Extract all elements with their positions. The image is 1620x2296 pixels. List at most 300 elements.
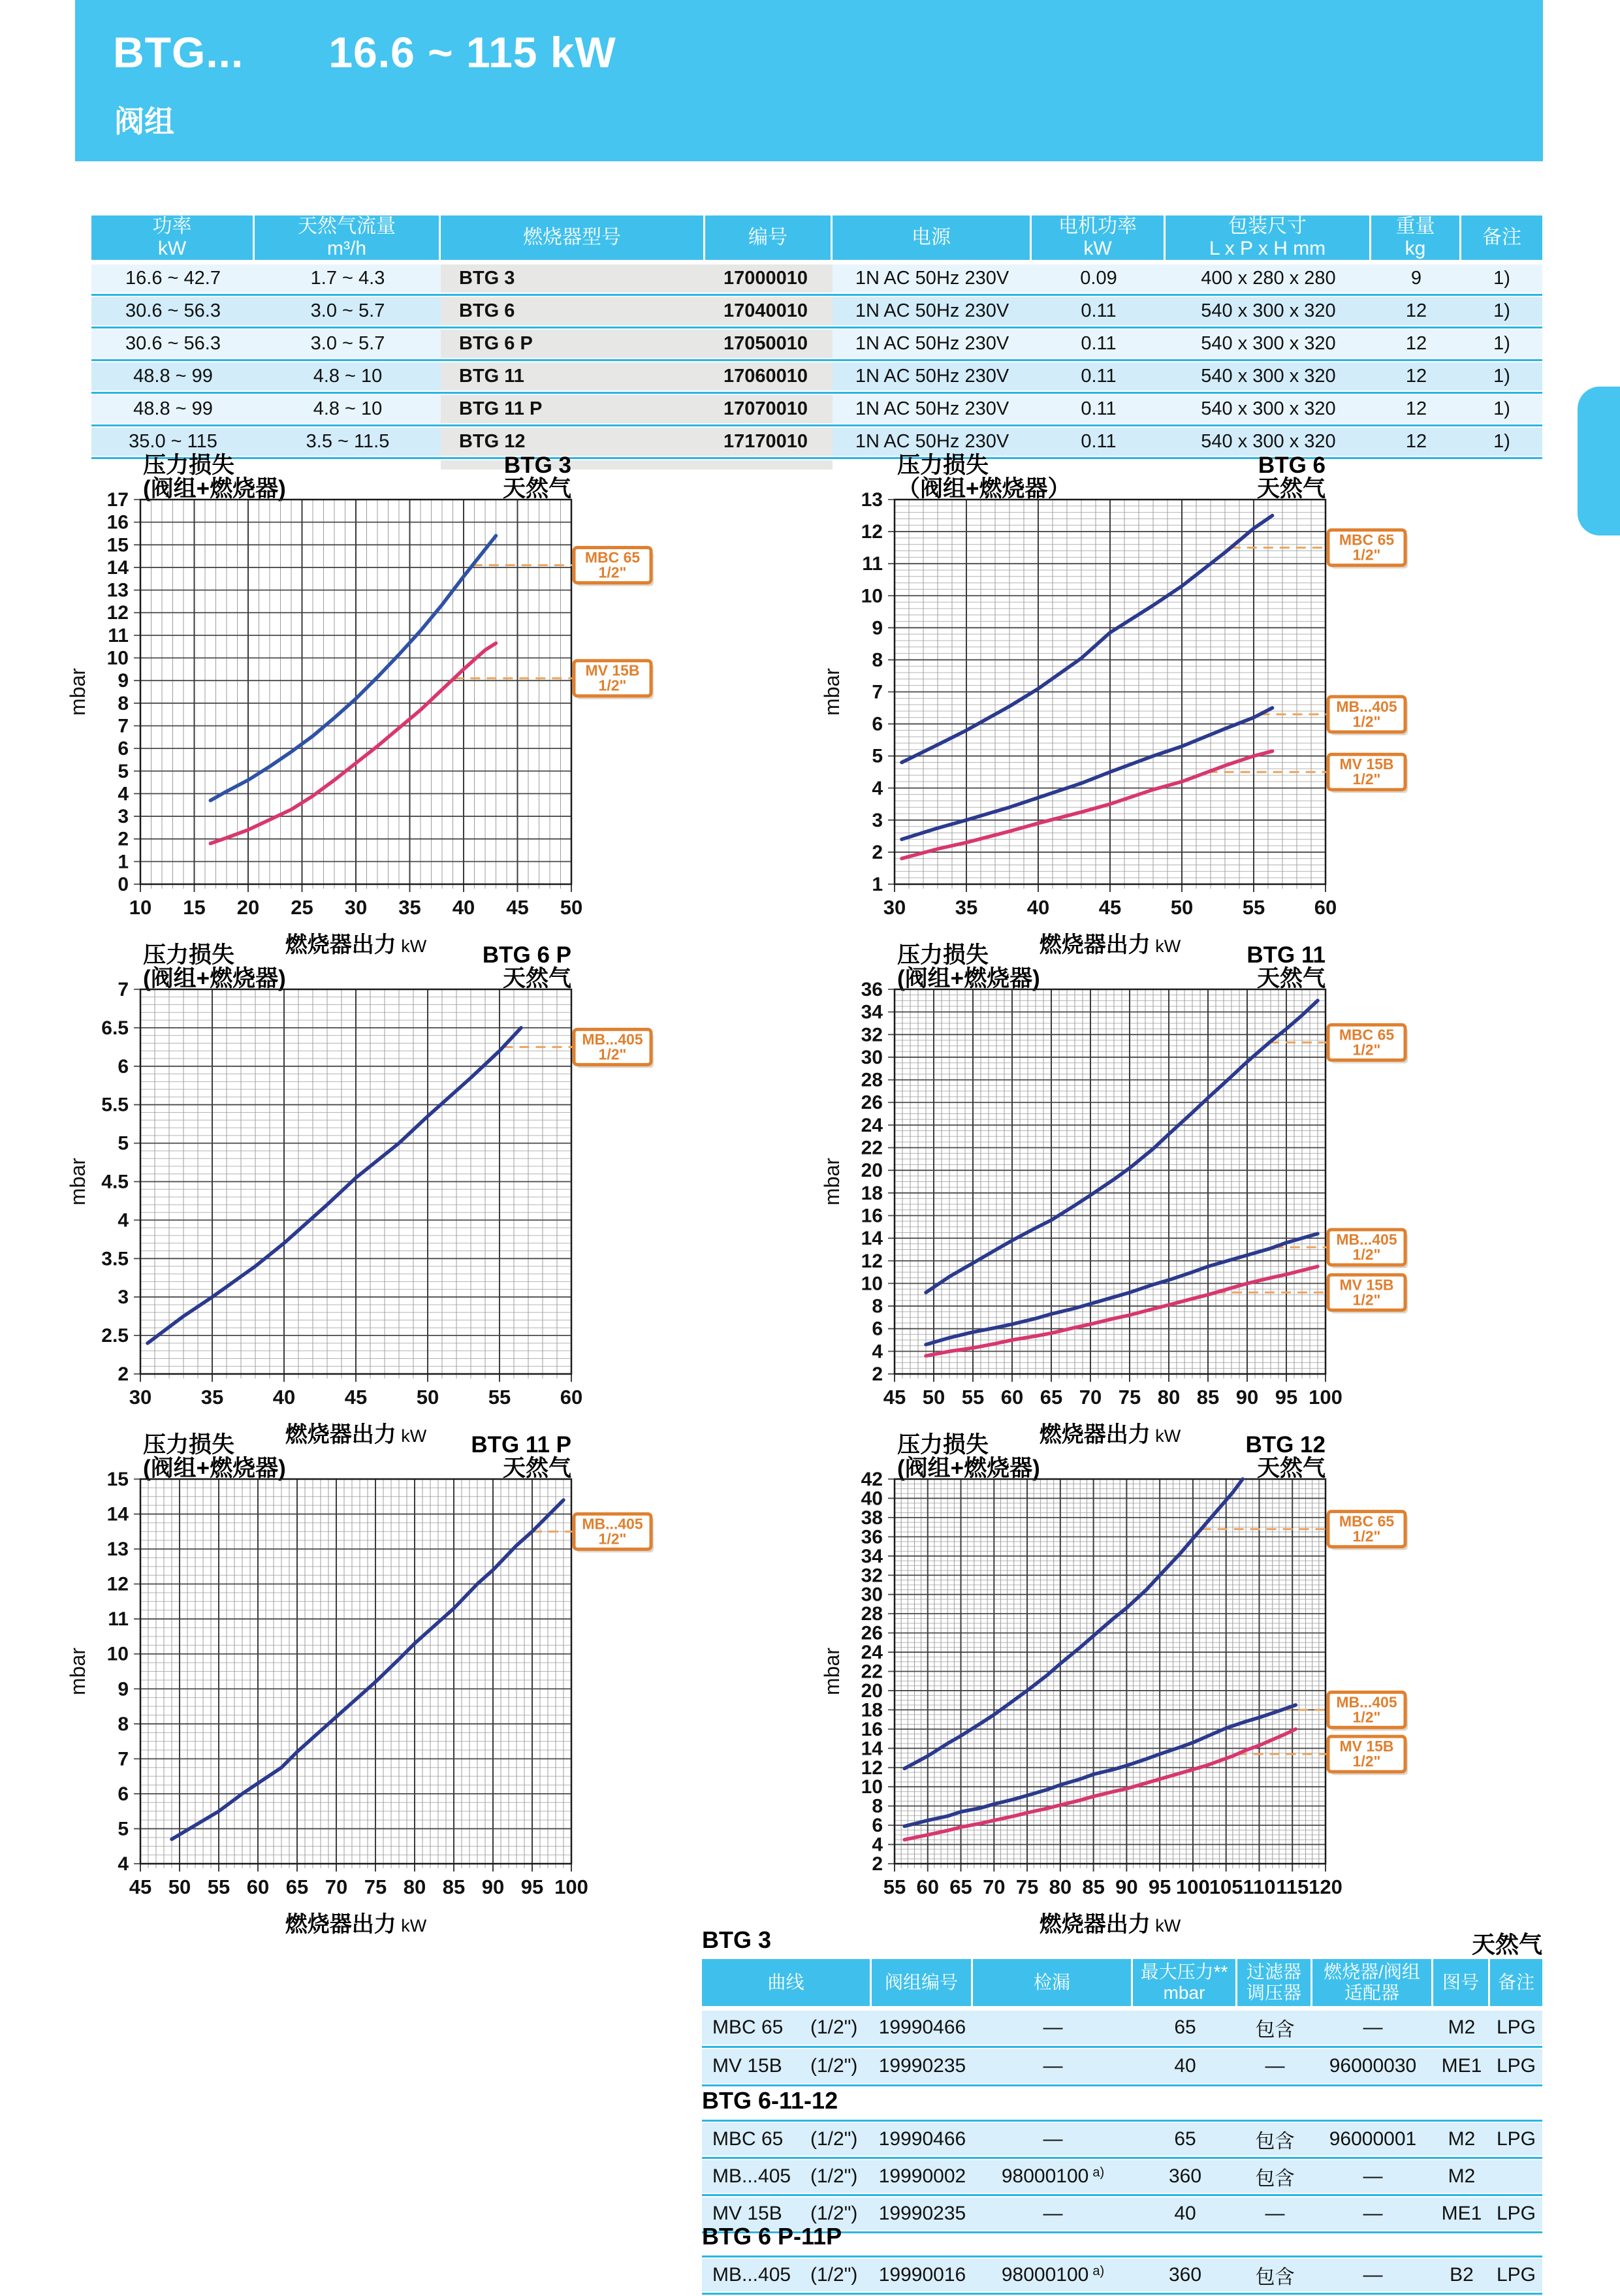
- curve-label-name: MV 15B: [1339, 1276, 1394, 1294]
- y-tick-label: 4: [118, 783, 129, 805]
- x-tick-label: 120: [1309, 1875, 1342, 1898]
- spec-cell: 1): [1461, 362, 1542, 391]
- y-axis-label: mbar: [66, 1648, 89, 1695]
- y-tick-label: 4: [118, 1853, 129, 1875]
- x-tick-label: 40: [1026, 896, 1050, 919]
- spec-cell: 12: [1371, 330, 1461, 358]
- chart-title: 压力损失: [143, 1432, 235, 1458]
- curve-label-size: 1/2": [598, 677, 627, 694]
- x-tick-label: 50: [1170, 896, 1194, 919]
- curve-MV-15B: [902, 751, 1273, 858]
- spec-cell: BTG 11 P: [441, 395, 705, 423]
- curve-label-size: 1/2": [1352, 1245, 1381, 1263]
- valve-cell: M2: [1433, 2123, 1490, 2156]
- row-separator: [702, 2007, 1542, 2009]
- chart-title: 压力损失: [143, 942, 235, 968]
- y-tick-label: 30: [861, 1046, 883, 1068]
- x-tick-label: 90: [1235, 1386, 1259, 1409]
- spec-cell: 1N AC 50Hz 230V: [833, 264, 1032, 293]
- valve-header-cell: 曲线: [702, 1959, 872, 2006]
- chart-svg-btg11p: [65, 1430, 823, 1937]
- y-tick-label: 36: [861, 979, 883, 1000]
- spec-header-cell: 电源: [833, 215, 1032, 260]
- y-tick-label: 2: [872, 1363, 883, 1385]
- x-tick-label: 75: [1118, 1386, 1141, 1409]
- valve-table-row: [702, 2259, 1542, 2291]
- y-tick-label: 16: [861, 1718, 883, 1740]
- y-tick-label: 18: [861, 1699, 883, 1721]
- y-tick-label: 7: [118, 979, 129, 1000]
- y-tick-label: 12: [106, 602, 129, 624]
- curve-label-name: MV 15B: [1339, 756, 1394, 773]
- spec-cell: 1): [1461, 395, 1542, 423]
- x-tick-label: 80: [403, 1875, 426, 1898]
- spec-cell: 4.8 ~ 10: [255, 395, 441, 423]
- valve-header-cell: 检漏: [973, 1959, 1133, 2006]
- x-tick-label: 65: [949, 1875, 972, 1898]
- valve-cell: —: [973, 2049, 1133, 2083]
- table-row: [91, 395, 1542, 423]
- y-axis-label: mbar: [820, 1158, 844, 1205]
- x-tick-label: 110: [1243, 1875, 1276, 1898]
- spec-cell: 540 x 300 x 320: [1166, 330, 1371, 358]
- valve-cell: M2: [1433, 2011, 1490, 2045]
- y-tick-label: 12: [861, 521, 883, 543]
- y-tick-label: 20: [861, 1160, 883, 1182]
- spec-cell: 0.11: [1032, 362, 1166, 391]
- valve-header-cell: 燃烧器/阀组 适配器: [1312, 1959, 1433, 2006]
- curve-label-name: MB...405: [1336, 1230, 1397, 1248]
- chart-title: 压力损失: [143, 453, 235, 478]
- y-tick-label: 5: [118, 1132, 129, 1155]
- spec-cell: 0.11: [1032, 395, 1166, 423]
- y-tick-label: 13: [861, 489, 883, 511]
- x-axis-label: 燃烧器出力 kW: [1039, 1422, 1181, 1447]
- x-tick-label: 15: [183, 896, 206, 919]
- y-tick-label: 5: [872, 745, 883, 767]
- valve-cell: —: [1312, 2259, 1433, 2291]
- curve-label-size: 1/2": [1352, 1708, 1381, 1726]
- spec-cell: 1): [1461, 264, 1542, 293]
- y-tick-label: 10: [106, 647, 129, 669]
- spec-cell: 16.6 ~ 42.7: [91, 264, 255, 293]
- spec-cell: BTG 6 P: [441, 330, 705, 358]
- row-separator: [91, 392, 1542, 394]
- spec-cell: BTG 6: [441, 297, 705, 325]
- valve-table-row: [702, 2123, 1542, 2156]
- valve-cell: ME1: [1433, 2197, 1490, 2230]
- section-gas-type: 天然气: [1471, 1931, 1542, 1958]
- valve-cell: M2: [1433, 2160, 1490, 2193]
- y-tick-label: 15: [106, 534, 129, 556]
- y-tick-label: 1: [872, 874, 883, 895]
- chart-title: 压力损失: [897, 453, 989, 478]
- y-tick-label: 11: [108, 624, 129, 646]
- chart-gas-type: 天然气: [502, 476, 571, 502]
- x-tick-label: 30: [344, 896, 368, 919]
- x-tick-label: 65: [285, 1875, 309, 1898]
- x-axis-label: 燃烧器出力 kW: [285, 1912, 427, 1937]
- curve-label-name: MB...405: [1336, 1693, 1397, 1711]
- x-tick-label: 50: [560, 896, 583, 919]
- y-tick-label: 4: [872, 777, 883, 799]
- valve-cell: 包含: [1237, 2259, 1312, 2291]
- y-tick-label: 6.5: [101, 1017, 129, 1039]
- y-tick-label: 16: [106, 511, 129, 534]
- x-tick-label: 45: [129, 1875, 152, 1898]
- x-tick-label: 85: [1196, 1386, 1220, 1409]
- spec-header-cell: 天然气流量 m³/h: [255, 215, 441, 260]
- x-axis-label: 燃烧器出力 kW: [1039, 1912, 1181, 1937]
- curve-label-size: 1/2": [598, 564, 627, 581]
- row-separator: [91, 424, 1542, 426]
- spec-cell: 1N AC 50Hz 230V: [833, 428, 1032, 456]
- y-tick-label: 16: [861, 1205, 883, 1227]
- spec-header-cell: 燃烧器型号: [441, 215, 705, 260]
- valve-header-cell: 阀组编号: [872, 1959, 973, 2006]
- valve-cell: —: [1312, 2197, 1433, 2230]
- chart-title: 压力损失: [897, 1432, 989, 1458]
- y-tick-label: 5.5: [101, 1094, 129, 1116]
- spec-cell: 3.0 ~ 5.7: [255, 297, 441, 325]
- y-tick-label: 9: [118, 1678, 129, 1700]
- x-tick-label: 60: [1314, 896, 1337, 919]
- y-tick-label: 36: [861, 1526, 883, 1548]
- valve-cell: —: [1237, 2197, 1312, 2230]
- chart-model: BTG 11 P: [471, 1432, 571, 1458]
- y-tick-label: 26: [861, 1092, 883, 1114]
- spec-cell: 1): [1461, 330, 1542, 358]
- x-tick-label: 20: [236, 896, 260, 919]
- spec-cell: 1N AC 50Hz 230V: [833, 395, 1032, 423]
- valve-cell: 360: [1133, 2259, 1237, 2291]
- valve-cell: —: [1312, 2011, 1433, 2045]
- spec-cell: 12: [1371, 362, 1461, 391]
- x-tick-label: 85: [442, 1875, 466, 1898]
- curve-label-size: 1/2": [598, 1530, 627, 1548]
- x-tick-label: 35: [398, 896, 421, 919]
- x-tick-label: 70: [1079, 1386, 1102, 1409]
- x-tick-label: 45: [883, 1386, 906, 1409]
- chart-svg-btg12: [819, 1430, 1577, 1937]
- chart-subtitle: （阀组+燃烧器）: [897, 476, 1071, 502]
- spec-cell: 35.0 ~ 115: [91, 428, 255, 456]
- spec-cell: 1N AC 50Hz 230V: [833, 330, 1032, 358]
- x-tick-label: 30: [883, 896, 906, 919]
- power-range: 16.6 ~ 115 kW: [328, 28, 616, 76]
- y-tick-label: 7: [118, 715, 129, 737]
- y-tick-label: 6: [872, 1815, 883, 1837]
- spec-cell: 12: [1371, 428, 1461, 456]
- x-tick-label: 70: [983, 1875, 1006, 1898]
- row-separator: [91, 359, 1542, 361]
- x-tick-label: 40: [272, 1386, 296, 1409]
- spec-cell: 48.8 ~ 99: [91, 395, 255, 423]
- y-tick-label: 10: [861, 585, 883, 607]
- spec-header-cell: 包装尺寸 L x P x H mm: [1166, 215, 1371, 260]
- x-axis-label: 燃烧器出力 kW: [285, 933, 427, 957]
- x-tick-label: 45: [344, 1386, 368, 1409]
- spec-cell: 1): [1461, 297, 1542, 325]
- spec-cell: 12: [1371, 297, 1461, 325]
- chart-subtitle: (阀组+燃烧器): [897, 966, 1040, 991]
- valve-cell: 19990466: [872, 2011, 973, 2045]
- page-edge-tab: [1578, 387, 1620, 535]
- x-tick-label: 45: [506, 896, 529, 919]
- spec-cell: 1): [1461, 428, 1542, 456]
- y-tick-label: 2.5: [101, 1325, 129, 1347]
- y-tick-label: 6: [118, 738, 129, 760]
- chart-model: BTG 6 P: [482, 942, 571, 968]
- chart-subtitle: (阀组+燃烧器): [897, 1456, 1040, 1481]
- spec-cell: 0.11: [1032, 428, 1166, 456]
- spec-cell: 48.8 ~ 99: [91, 362, 255, 391]
- valve-cell: B2: [1433, 2259, 1490, 2291]
- y-tick-label: 17: [106, 489, 129, 511]
- spec-cell: 1N AC 50Hz 230V: [833, 362, 1032, 391]
- spec-cell: 540 x 300 x 320: [1166, 362, 1371, 391]
- valve-cell: LPG: [1490, 2123, 1542, 2156]
- spec-cell: 4.8 ~ 10: [255, 362, 441, 391]
- y-tick-label: 2: [872, 841, 883, 863]
- curve-MBC-65: [902, 516, 1273, 763]
- x-tick-label: 30: [129, 1386, 152, 1409]
- valve-cell: 19990466: [872, 2123, 973, 2156]
- y-tick-label: 6: [872, 713, 883, 735]
- valve-cell: 包含: [1237, 2123, 1312, 2156]
- y-tick-label: 15: [106, 1469, 129, 1490]
- spec-cell: 30.6 ~ 56.3: [91, 297, 255, 325]
- y-tick-label: 6: [118, 1055, 129, 1077]
- chart-subtitle: (阀组+燃烧器): [143, 476, 286, 502]
- valve-header-cell: 备注: [1497, 1972, 1534, 1992]
- x-tick-label: 80: [1157, 1386, 1181, 1409]
- y-tick-label: 24: [861, 1642, 883, 1664]
- valve-cell: 40: [1133, 2197, 1237, 2230]
- chart-subtitle: (阀组+燃烧器): [143, 1456, 286, 1481]
- valve-cell: LPG: [1490, 2197, 1542, 2230]
- spec-cell: 17040010: [705, 297, 833, 325]
- chart-gas-type: 天然气: [1256, 476, 1326, 502]
- y-axis-label: mbar: [66, 1158, 89, 1205]
- valve-header-cell: 过滤器 调压器: [1237, 1959, 1312, 2006]
- valve-table: [702, 1959, 1542, 2088]
- valve-cell: —: [973, 2197, 1133, 2230]
- y-tick-label: 10: [106, 1643, 129, 1665]
- y-tick-label: 14: [106, 556, 129, 579]
- valve-table: [702, 2254, 1542, 2296]
- valve-cell: 65: [1133, 2011, 1237, 2045]
- valve-table-header: [702, 1959, 1542, 2006]
- x-tick-label: 55: [488, 1386, 511, 1409]
- section-label: [702, 1926, 1542, 1960]
- x-tick-label: 90: [1115, 1875, 1138, 1898]
- curve-label-name: MB...405: [582, 1515, 643, 1533]
- curve-label-size: 1/2": [1352, 1291, 1381, 1309]
- row-separator: [702, 2256, 1542, 2257]
- y-tick-label: 6: [118, 1783, 129, 1805]
- y-tick-label: 10: [861, 1273, 883, 1295]
- chart-subtitle: (阀组+燃烧器): [143, 966, 286, 991]
- x-tick-label: 50: [416, 1386, 439, 1409]
- spec-cell: BTG 3: [441, 264, 705, 293]
- spec-cell: 30.6 ~ 56.3: [91, 330, 255, 358]
- y-tick-label: 34: [861, 1001, 883, 1023]
- spec-header-cell: 备注: [1482, 227, 1521, 248]
- chart-gas-type: 天然气: [1256, 966, 1326, 991]
- y-tick-label: 11: [862, 553, 883, 575]
- curve-label-size: 1/2": [1352, 1041, 1381, 1059]
- table-row: [91, 362, 1542, 391]
- spec-cell: 540 x 300 x 320: [1166, 297, 1371, 325]
- y-tick-label: 20: [861, 1680, 883, 1702]
- spec-cell: 12: [1371, 395, 1461, 423]
- x-tick-label: 55: [883, 1875, 906, 1898]
- curve-label-name: MBC 65: [1339, 1026, 1395, 1044]
- table-row: [91, 330, 1542, 358]
- y-tick-label: 40: [861, 1488, 883, 1510]
- x-tick-label: 70: [325, 1875, 348, 1898]
- x-tick-label: 100: [1176, 1875, 1210, 1898]
- y-tick-label: 24: [861, 1114, 883, 1136]
- valve-cell: 96000001: [1312, 2123, 1433, 2156]
- section-label: [702, 2087, 1542, 2114]
- section-title: BTG 3: [702, 1926, 772, 1953]
- curve-label-size: 1/2": [1352, 1527, 1381, 1545]
- x-tick-label: 50: [922, 1386, 945, 1409]
- y-tick-label: 13: [106, 1539, 129, 1561]
- y-tick-label: 6: [872, 1318, 883, 1340]
- section-label: [702, 2223, 1542, 2250]
- banner-title-row: [113, 27, 616, 77]
- section-title: BTG 6 P-11P: [702, 2223, 842, 2250]
- x-tick-label: 25: [291, 896, 313, 919]
- valve-cell: MB...405 (1/2"): [702, 2160, 872, 2193]
- valve-table-row: [702, 2160, 1542, 2193]
- x-tick-label: 80: [1049, 1875, 1072, 1898]
- valve-cell: 98000100 $^{a)}$: [973, 2259, 1133, 2291]
- chart-btg12: [819, 1430, 1577, 1937]
- y-tick-label: 4: [872, 1834, 883, 1856]
- row-separator: [702, 2194, 1542, 2196]
- x-tick-label: 95: [1275, 1386, 1298, 1409]
- valve-cell: [1490, 2160, 1542, 2193]
- y-tick-label: 1: [118, 851, 129, 873]
- valve-header-cell: 最大压力** mbar: [1133, 1959, 1237, 2006]
- valve-cell: 19990235: [872, 2197, 973, 2230]
- curve-label-name: MBC 65: [584, 549, 641, 566]
- spec-cell: 9: [1371, 264, 1461, 293]
- y-tick-label: 7: [872, 681, 883, 703]
- y-tick-label: 13: [106, 579, 129, 601]
- valve-cell: —: [1237, 2049, 1312, 2083]
- y-tick-label: 22: [861, 1137, 883, 1159]
- valve-cell: 包含: [1237, 2160, 1312, 2193]
- curve-label-name: MBC 65: [1339, 1512, 1395, 1530]
- header-banner: [75, 0, 1543, 161]
- valve-cell: —: [973, 2011, 1133, 2045]
- row-separator: [702, 2120, 1542, 2122]
- x-tick-label: 75: [364, 1875, 387, 1898]
- spec-cell: BTG 11: [441, 362, 705, 391]
- y-tick-label: 8: [118, 692, 129, 714]
- valve-cell: LPG: [1490, 2011, 1542, 2045]
- x-tick-label: 55: [1242, 896, 1265, 919]
- spec-cell: 3.0 ~ 5.7: [255, 330, 441, 358]
- x-tick-label: 95: [1148, 1875, 1171, 1898]
- x-tick-label: 35: [955, 896, 978, 919]
- chart-gas-type: 天然气: [502, 966, 571, 991]
- valve-cell: ME1: [1433, 2049, 1490, 2083]
- x-tick-label: 105: [1209, 1875, 1243, 1898]
- x-tick-label: 100: [554, 1875, 588, 1898]
- spec-cell: 3.5 ~ 11.5: [255, 428, 441, 456]
- spec-cell: 400 x 280 x 280: [1166, 264, 1371, 293]
- chart-btg11p: [65, 1430, 823, 1937]
- valve-table-row: [702, 2049, 1542, 2083]
- row-separator: [702, 2084, 1542, 2086]
- valve-cell: LPG: [1490, 2049, 1542, 2083]
- x-tick-label: 60: [246, 1875, 270, 1898]
- x-tick-label: 75: [1015, 1875, 1039, 1898]
- y-tick-label: 10: [861, 1776, 883, 1798]
- x-tick-label: 65: [1040, 1386, 1063, 1409]
- y-tick-label: 8: [872, 1296, 883, 1318]
- y-tick-label: 3: [872, 809, 883, 831]
- y-tick-label: 42: [861, 1469, 883, 1490]
- spec-cell: 540 x 300 x 320: [1166, 428, 1371, 456]
- y-tick-label: 14: [861, 1738, 883, 1760]
- y-tick-label: 22: [861, 1661, 883, 1683]
- row-separator: [91, 261, 1542, 263]
- curve-label-name: MV 15B: [585, 662, 640, 679]
- y-tick-label: 12: [861, 1757, 883, 1779]
- x-tick-label: 40: [452, 896, 475, 919]
- curve-label-name: MB...405: [1336, 697, 1397, 715]
- spec-cell: 17000010: [705, 264, 833, 293]
- y-axis-label: mbar: [66, 668, 89, 716]
- y-tick-label: 26: [861, 1622, 883, 1644]
- row-separator: [91, 294, 1542, 296]
- y-tick-label: 12: [106, 1573, 129, 1595]
- y-tick-label: 32: [861, 1024, 883, 1046]
- curve-label-name: MB...405: [582, 1030, 643, 1048]
- spec-cell: BTG 12: [441, 428, 705, 456]
- valve-cell: 65: [1133, 2123, 1237, 2156]
- spec-cell: 17170010: [705, 428, 833, 456]
- y-tick-label: 8: [872, 1795, 883, 1817]
- valve-cell: MB...405 (1/2"): [702, 2259, 872, 2291]
- spec-header-cell: 电机功率 kW: [1032, 215, 1166, 260]
- x-tick-label: 95: [520, 1875, 544, 1898]
- valve-cell: 40: [1133, 2049, 1237, 2083]
- x-tick-label: 100: [1309, 1386, 1342, 1409]
- y-tick-label: 38: [861, 1507, 883, 1529]
- chart-model: BTG 3: [503, 453, 571, 478]
- chart-model: BTG 12: [1245, 1432, 1326, 1458]
- spec-cell: 1N AC 50Hz 230V: [833, 297, 1032, 325]
- valve-cell: 360: [1133, 2160, 1237, 2193]
- x-tick-label: 50: [168, 1875, 191, 1898]
- spec-cell: 17060010: [705, 362, 833, 391]
- curve-MB-405: [148, 1028, 521, 1343]
- y-tick-label: 2: [118, 828, 129, 850]
- y-tick-label: 9: [118, 670, 129, 692]
- valve-cell: 96000030: [1312, 2049, 1433, 2083]
- spec-table-header: [91, 215, 1542, 260]
- x-tick-label: 35: [200, 1386, 224, 1409]
- spec-cell: 17070010: [705, 395, 833, 423]
